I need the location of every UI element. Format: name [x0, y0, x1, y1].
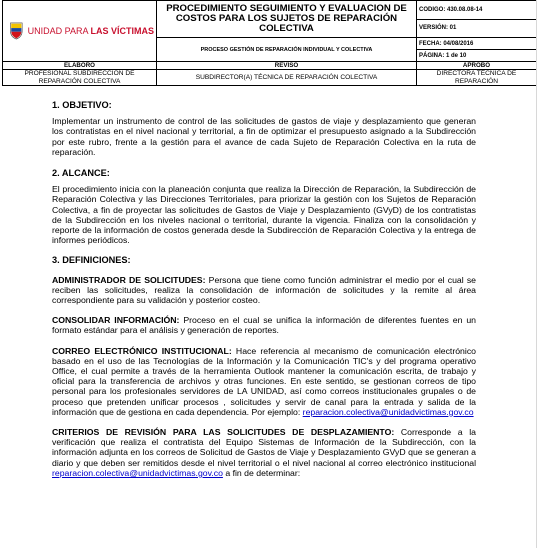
definition-criterios [52, 427, 476, 478]
unidad-victimas-logo [5, 19, 154, 43]
definition-correo [52, 346, 476, 417]
colombia-shield-icon [9, 19, 24, 43]
definition-administrador [52, 275, 476, 306]
reviso-label: REVISÓ [157, 62, 417, 70]
document-code: CODIGO: 430.08.08-14 [417, 1, 537, 20]
definition-term: ADMINISTRADOR DE SOLICITUDES: [52, 274, 206, 285]
definition-text: Hace referencia al mecanismo de comunicación electrónico basado en el uso de las Tecnologías de la Información y la Comunicación TIC's y del programa operativo Office, el cual permite a través de la herramienta Outlook mantener la comunicación escrita, de trabajo y oficial para la transferencia de archivos y otras funciones. En este sentido, se gestionan correos de tipo personal para los profesionales servidores de LA UNIDAD, así como correos institucionales grupales o de proceso que pretenden unificar procesos , solicitudes y servir de canal para la entrada y salida de la información que de gestiona en cada dependencia. Por ejemplo: [52, 345, 476, 417]
definition-text: Corresponde a la verificación que realiza el contratista del Equipo Sistemas de Información de la Subdirección, con la información adjunta en los correos de Solicitud de Gastos de Viaje y Desplazamiento GVyD que se generan a diario y que deben ser remitidos desde el nivel territorial o el nivel nacional al correo electrónico institucional [52, 427, 476, 468]
section-alcance-text: El procedimiento inicia con la planeación conjunta que realiza la Dirección de Reparación, la Subdirección de Reparación Colectiva y las Direcciones Territoriales, para priorizar la gestión con los Sujetos de Reparación Colectiva, a fin de proyectar las solicitudes de Gastos de Viaje y Desplazamiento (GVyD) de los contratistas de la Subdirección en los niveles nacional o territorial, durante la vigencia. Finaliza con la consolidación y reporte de la información de costos generada desde la Subdirección de Reparación Colectiva y la entrega de informes periódicos. [52, 184, 476, 246]
definition-consolidar [52, 315, 476, 335]
email-link[interactable]: reparacion.colectiva@unidadvictimas.gov.co [52, 467, 223, 478]
email-link[interactable]: reparacion.colectiva@unidadvictimas.gov.co [302, 406, 474, 417]
definition-term: CONSOLIDAR INFORMACIÓN: [52, 315, 180, 326]
document-header-table [2, 0, 537, 86]
document-date: FECHA: 04/08/2016 [417, 38, 537, 50]
document-title: PROCEDIMIENTO SEGUIMIENTO Y EVALUACION DE COSTOS PARA LOS SUJETOS DE REPARACIÓN COLECTIVA [157, 1, 417, 38]
section-objetivo-text: Implementar un instrumento de control de las solicitudes de gastos de viaje y desplazamiento que generan los contratistas en el nivel nacional y territorial, a fin de optimizar el presupuesto asignado a la Subdirección por este rubro, frente a la gestión para el avance de cada Sujeto de Reparación Colectiva en la ruta de reparación. [52, 116, 476, 157]
section-definiciones-title: 3. DEFINICIONES: [52, 255, 131, 266]
definition-text: Proceso en el cual se unifica la información de diferentes fuentes en un formato estándar para el análisis y generación de reportes. [52, 315, 476, 336]
section-alcance-title: 2. ALCANCE: [52, 168, 110, 179]
reviso-value: SUBDIRECTOR(A) TÉCNICA DE REPARACIÓN COLECTIVA [157, 70, 417, 86]
definition-text: Persona que tiene como función administrar el medio por el cual se reciben las solicitudes, realiza la consolidación de información de solicitudes y la remite al área correspondiente para su validación y posterior costeo. [52, 274, 477, 306]
aprobo-value: DIRECTORA TÉCNICA DE REPARACIÓN [417, 70, 537, 86]
page-edge-divider [536, 0, 537, 548]
document-version: VERSIÓN: 01 [417, 19, 537, 38]
document-body [52, 100, 476, 488]
section-objetivo-title: 1. OBJETIVO: [52, 100, 112, 110]
logo-cell [3, 1, 157, 62]
logo-text: UNIDAD PARA LAS VÍCTIMAS [27, 26, 154, 36]
definition-text-tail: a fin de determinar: [222, 467, 301, 478]
definition-term: CORREO ELECTRÓNICO INSTITUCIONAL: [52, 345, 232, 356]
elaboro-value: PROFESIONAL SUBDIRECCIÓN DE REPARACIÓN COLECTIVA [3, 70, 157, 86]
definition-term: CRITERIOS DE REVISIÓN PARA LAS SOLICITUDES DE DESPLAZAMIENTO: [52, 427, 395, 438]
page-number: PÁGINA: 1 de 10 [417, 50, 537, 62]
elaboro-label: ELABORÓ [3, 62, 157, 70]
process-name: PROCESO GESTIÓN DE REPARACIÓN INDIVIDUAL Y COLECTIVA [157, 38, 417, 62]
aprobo-label: APROBÓ [417, 62, 537, 70]
